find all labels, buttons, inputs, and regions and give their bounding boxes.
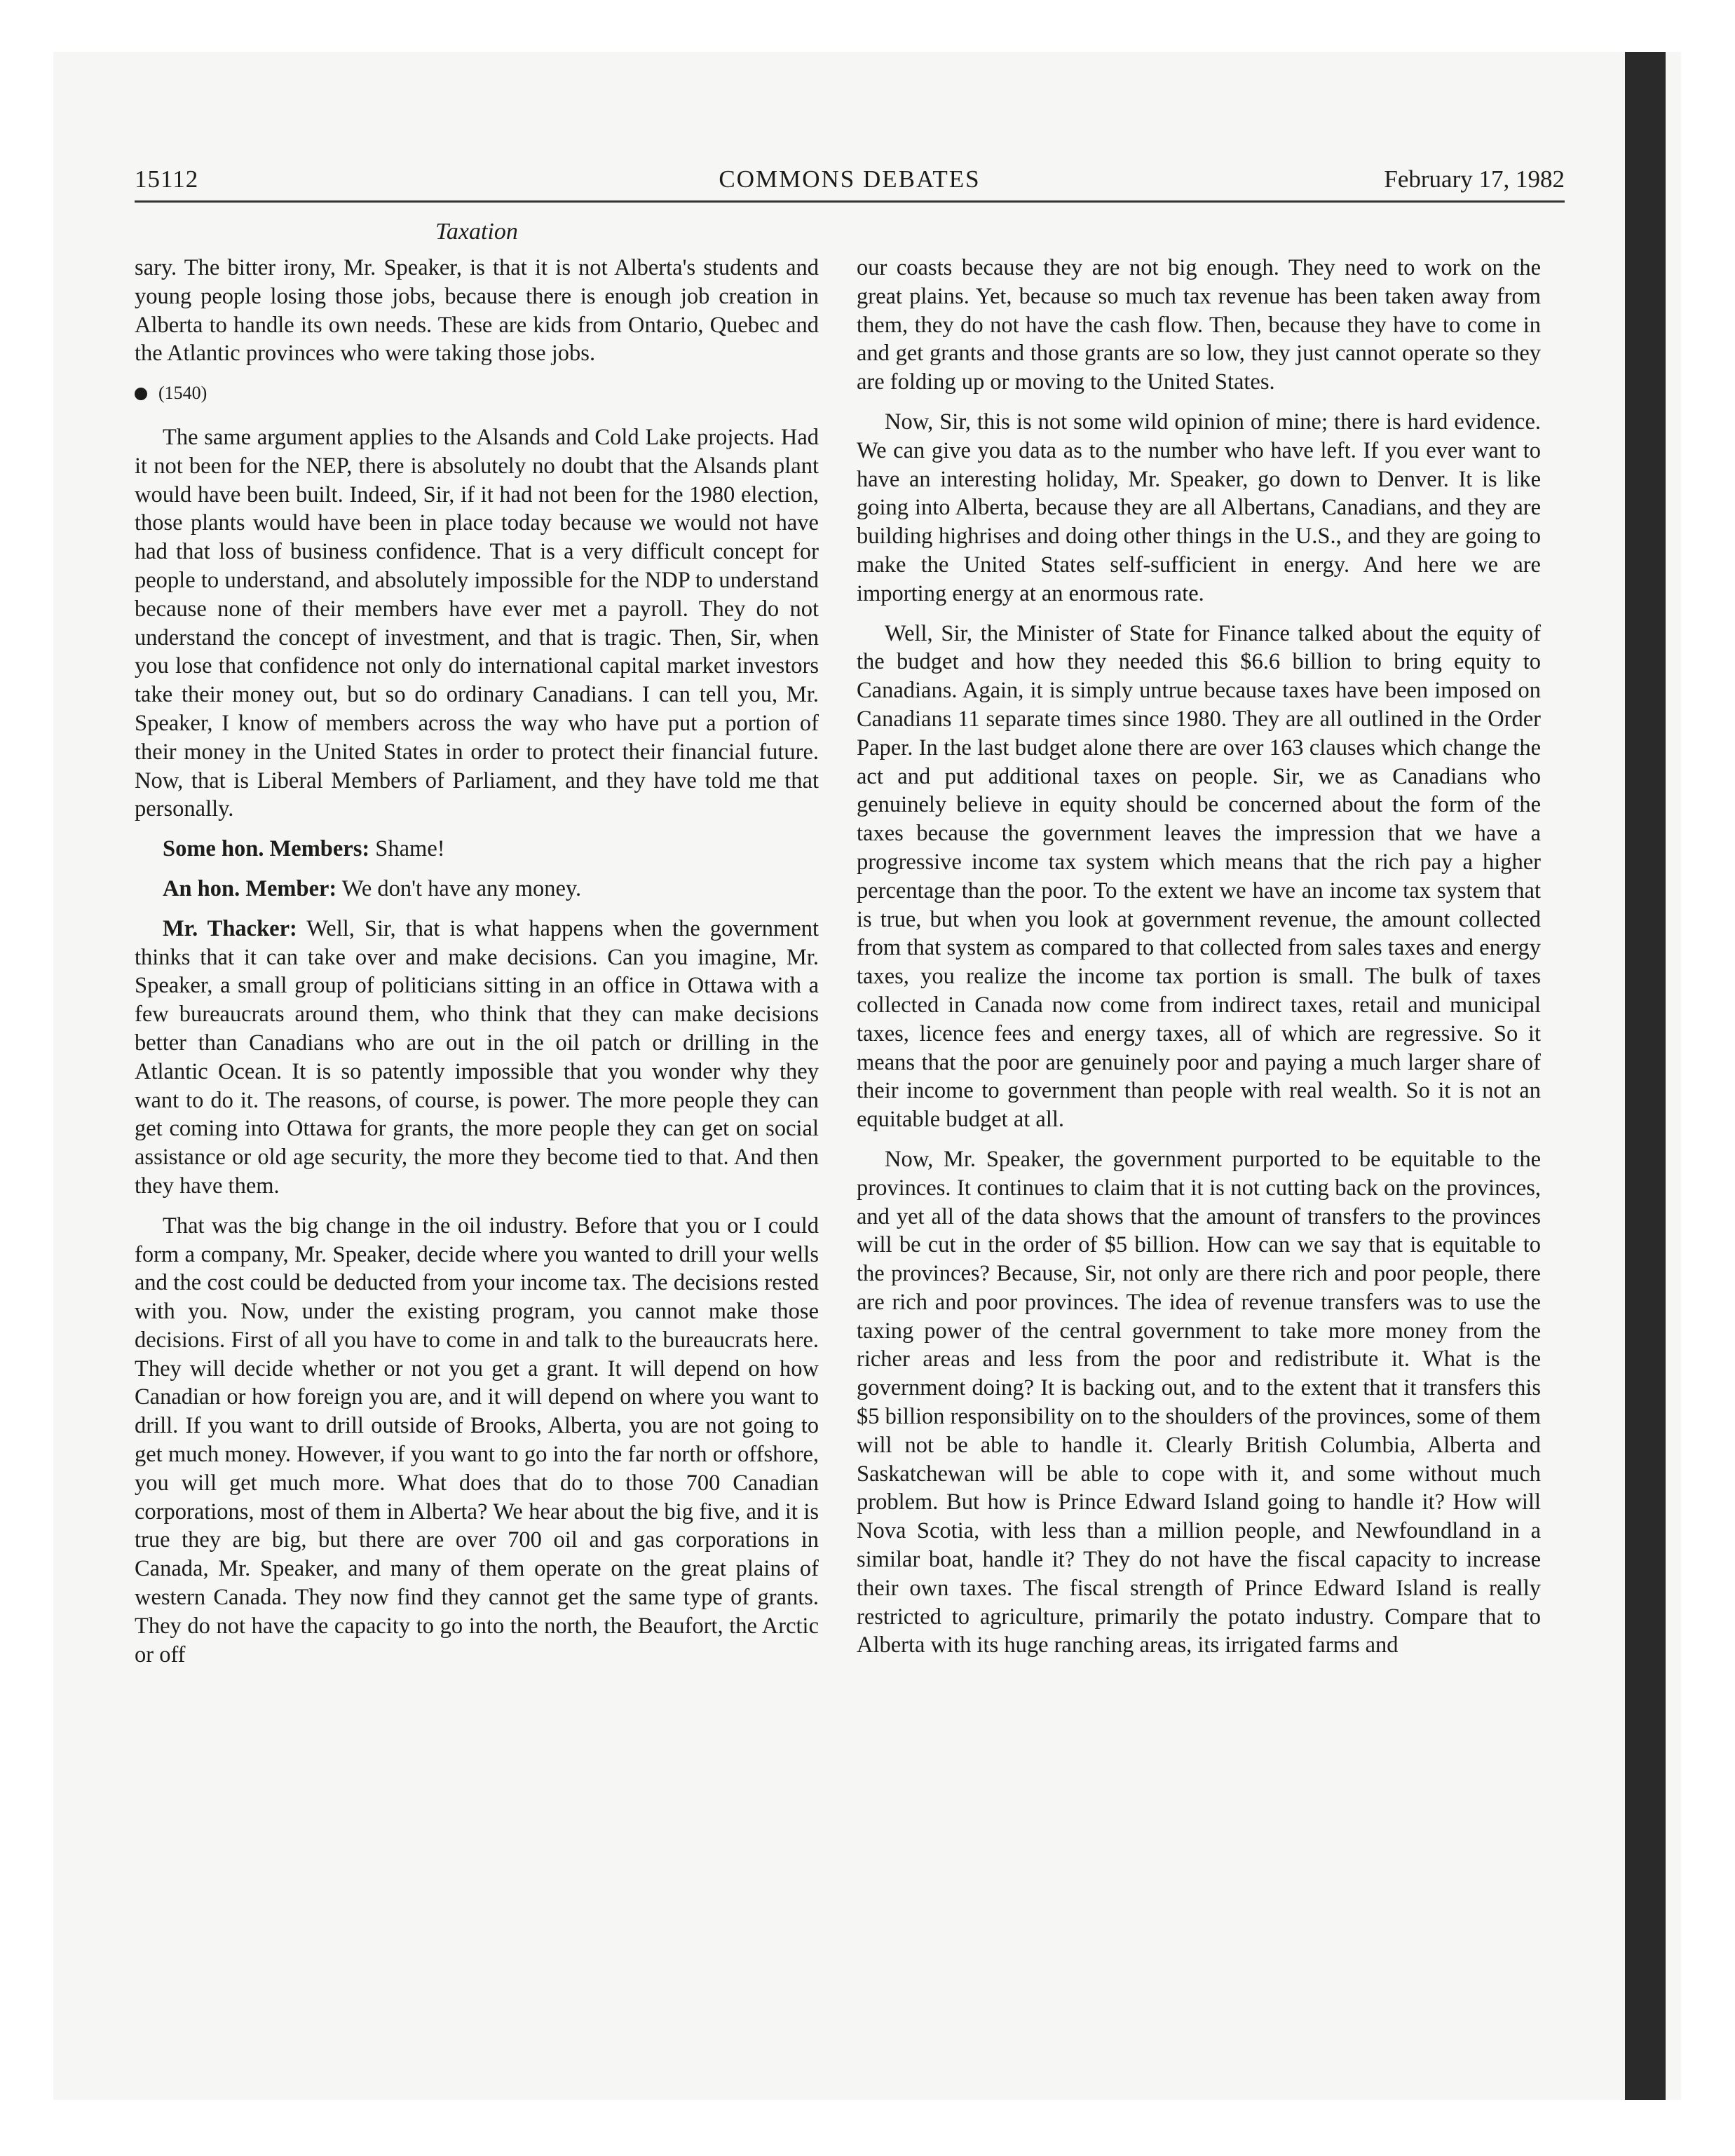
page-number: 15112 — [135, 165, 199, 193]
interjection-1-text: Shame! — [369, 836, 445, 862]
interjection-1 — [135, 835, 819, 864]
journal-title: COMMONS DEBATES — [719, 165, 981, 193]
left-paragraph-3-text: Well, Sir, that is what happens when the government thinks that it can take over and make decisions. Can you imagine, Mr. Speaker, a small group of politicians sitting in an office in Ottawa with a few bureaucrats around them, who think that they can make decisions better than Canadians who are out in the oil patch or drilling in the Atlantic Ocean. It is so patently impossible that you wonder why they want to do it. The reasons, of course, is power. The more people they can get coming into Ottawa for grants, the more people they can get on social assistance or old age security, the more they become tied to that. And then they have them. — [135, 915, 819, 1199]
left-paragraph-4: That was the big change in the oil industry. Before that you or I could form a company, Mr. Speaker, decide where you wanted to drill your wells and the cost could be deducted from your income tax. The decisions rested with you. Now, under the existing program, you cannot make those decisions. First of all you have to come in and talk to the bureaucrats here. They will decide whether or not you get a grant. It will depend on how Canadian or how foreign you are, and it will depend on where you want to drill. If you want to drill outside of Brooks, Alberta, you are not going to get much money. However, if you want to go into the far north or offshore, you will get much more. What does that do to those 700 Canadian corporations, most of them in Alberta? We hear about the big five, and it is true they are big, but there are over 700 oil and gas corporations in Canada, Mr. Speaker, and many of them operate on the great plains of western Canada. They now find they cannot get the same type of grants. They do not have the capacity to go into the north, the Beaufort, the Arctic or off — [135, 1213, 819, 1667]
speaker-thacker: Mr. Thacker: — [163, 915, 297, 941]
left-paragraph-1: sary. The bitter irony, Mr. Speaker, is that it is not Alberta's students and young people losing those jobs, because there is enough job creation in Alberta to handle its own needs. These are kids from Ontario, Quebec and the Atlantic provinces who were taking those jobs. — [135, 255, 819, 367]
bullet-icon — [135, 388, 147, 400]
right-paragraph-2: Now, Sir, this is not some wild opinion of mine; there is hard evidence. We can give you data as to the number who have left. If you ever want to have an interesting holiday, Mr. Speaker, go down to Denver. It is like going into Alberta, because they are all Albertans, Canadians, and they are building highrises and doing other things in the U.S., and they are going to make the United States self-sufficient in energy. And here we are importing energy at an enormous rate. — [857, 409, 1541, 606]
interjection-2 — [135, 875, 819, 903]
right-paragraph-3: Well, Sir, the Minister of State for Finance talked about the equity of the budget and how they needed this $6.6 billion to bring equity to Canadians. Again, it is simply untrue because taxes have been imposed on Canadians 11 separate times since 1980. They are all outlined in the Order Paper. In the last budget alone there are over 163 clauses which change the act and put additional taxes on people. Sir, we as Canadians who genuinely believe in equity should be concerned about the form of the taxes because the government leaves the impression that we have a progressive income tax system which means that the rich pay a higher percentage than the poor. To the extent we have an income tax system that is true, but when you look at government revenue, the amount collected from that system as compared to that collected from sales taxes and energy taxes, you realize the income tax portion is small. The bulk of taxes collected in Canada now come from indirect taxes, retail and municipal taxes, licence fees and energy taxes, all of which are regressive. So it means that the poor are genuinely poor and paying a much larger share of their income to government than people with real wealth. So it is not an equitable budget at all. — [857, 620, 1541, 1133]
right-paragraph-1: our coasts because they are not big enough. They need to work on the great plains. Yet, because so much tax revenue has been taken away from them, they do not have the cash flow. Then, because they have to come in and get grants and those grants are so low, they just cannot operate so they are folding up or moving to the United States. — [857, 255, 1541, 395]
section-title: Taxation — [435, 219, 518, 245]
left-paragraph-3 — [135, 915, 819, 1201]
sitting-date: February 17, 1982 — [1384, 165, 1565, 193]
time-marker — [135, 379, 819, 408]
time-marker-text: (1540) — [158, 383, 207, 404]
left-paragraph-2: The same argument applies to the Alsands and Cold Lake projects. Had it not been for the NEP, there is absolutely no doubt that the Alsands plant would have been built. Indeed, Sir, if it had not been for the 1980 election, those plants would have been in place today because we would not have had that loss of business confidence. That is a very difficult concept for people to understand, and absolutely impossible for the NDP to understand because none of their members have ever met a payroll. They do not understand the concept of investment, and that is tragic. Then, Sir, when you lose that confidence not only do international capital market investors take their money out, but so do ordinary Canadians. I can tell you, Mr. Speaker, I know of members across the way who have put a portion of their money in the United States in order to protect their financial future. Now, that is Liberal Members of Parliament, and they have told me that personally. — [135, 424, 819, 822]
scan-edge-bar — [1625, 52, 1666, 2100]
interjection-1-speaker: Some hon. Members: — [163, 836, 370, 862]
interjection-2-text: We don't have any money. — [336, 875, 582, 901]
right-paragraph-4: Now, Mr. Speaker, the government purported to be equitable to the provinces. It continues to claim that it is not cutting back on the provinces, and yet all of the data shows that the amount of transfers to the provinces will be cut in the order of $5 billion. How can we say that is equitable to the provinces? Because, Sir, not only are there rich and poor people, there are rich and poor provinces. The idea of revenue transfers was to use the taxing power of the central government to take more money from the richer areas and less from the poor and redistribute it. What is the government doing? It is backing out, and to the extent that it transfers this $5 billion responsibility on to the shoulders of the provinces, some of them will not be able to handle it. Clearly British Columbia, Alberta and Saskatchewan will be able to cope with it, and some without much problem. But how is Prince Edward Island going to handle it? How will Nova Scotia, with less than a million people, and Newfoundland in a similar boat, handle it? They do not have the fiscal capacity to increase their own taxes. The fiscal strength of Prince Edward Island is really restricted to agriculture, primarily the potato industry. Compare that to Alberta with its huge ranching areas, its irrigated farms and — [857, 1146, 1541, 1658]
right-column — [857, 254, 1541, 1671]
page-header — [135, 163, 1565, 203]
left-column — [135, 254, 819, 1680]
interjection-2-speaker: An hon. Member: — [163, 875, 337, 901]
